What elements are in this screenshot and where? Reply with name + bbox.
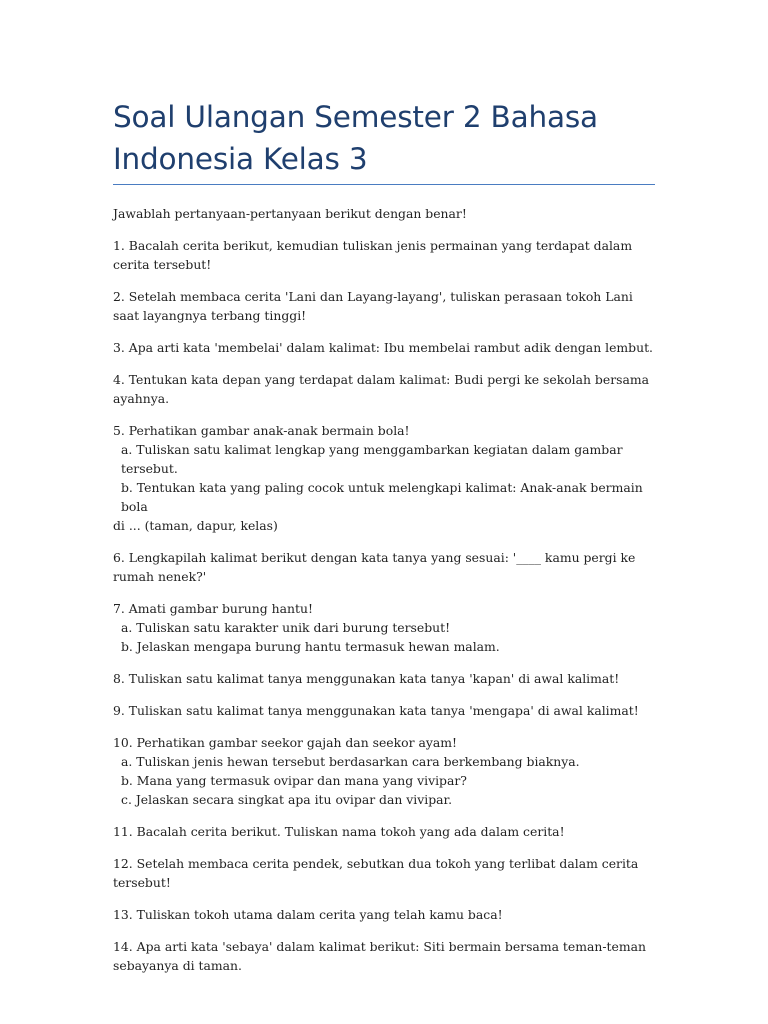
question-3: 3. Apa arti kata 'membelai' dalam kalimat: Ibu membelai rambut adik dengan lembut. [113, 340, 653, 355]
question-7-text: 7. Amati gambar burung hantu! [113, 601, 313, 616]
question-10-text: 10. Perhatikan gambar seekor gajah dan seekor ayam! [113, 735, 457, 750]
question-10-sub-c: c. Jelaskan secara singkat apa itu ovipar dan vivipar. [121, 792, 453, 807]
question-7-sub-a: a. Tuliskan satu karakter unik dari burung tersebut! [121, 620, 451, 635]
question-14: 14. Apa arti kata 'sebaya' dalam kalimat berikut: Siti bermain bersama teman-teman sebayanya di taman. [113, 939, 646, 973]
question-2: 2. Setelah membaca cerita 'Lani dan Layang-layang', tuliskan perasaan tokoh Lani saat layangnya terbang tinggi! [113, 289, 633, 323]
title-line-1: Soal Ulangan Semester 2 Bahasa [113, 100, 598, 134]
question-5 [113, 421, 655, 535]
question-7-sub-b: b. Jelaskan mengapa burung hantu termasuk hewan malam. [121, 639, 500, 654]
title-divider [113, 184, 655, 185]
question-7 [113, 599, 655, 656]
question-13: 13. Tuliskan tokoh utama dalam cerita yang telah kamu baca! [113, 907, 503, 922]
document-page [113, 96, 655, 988]
question-5-text: 5. Perhatikan gambar anak-anak bermain bola! [113, 423, 410, 438]
question-5-sub-a: a. Tuliskan satu kalimat lengkap yang menggambarkan kegiatan dalam gambar tersebut. [121, 442, 623, 476]
question-10 [113, 733, 655, 809]
instruction-text: Jawablah pertanyaan-pertanyaan berikut dengan benar! [113, 206, 467, 221]
question-12: 12. Setelah membaca cerita pendek, sebutkan dua tokoh yang terlibat dalam cerita tersebut! [113, 856, 639, 890]
page-title [113, 96, 655, 180]
question-11: 11. Bacalah cerita berikut. Tuliskan nama tokoh yang ada dalam cerita! [113, 824, 565, 839]
question-10-sub-a: a. Tuliskan jenis hewan tersebut berdasarkan cara berkembang biaknya. [121, 754, 580, 769]
question-4: 4. Tentukan kata depan yang terdapat dalam kalimat: Budi pergi ke sekolah bersama ayahnya. [113, 372, 650, 406]
question-1: 1. Bacalah cerita berikut, kemudian tuliskan jenis permainan yang terdapat dalam cerita tersebut! [113, 238, 633, 272]
question-9: 9. Tuliskan satu kalimat tanya menggunakan kata tanya 'mengapa' di awal kalimat! [113, 703, 639, 718]
question-5-sub-b: b. Tentukan kata yang paling cocok untuk melengkapi kalimat: Anak-anak bermain bola [121, 480, 643, 514]
question-8: 8. Tuliskan satu kalimat tanya menggunakan kata tanya 'kapan' di awal kalimat! [113, 671, 620, 686]
title-line-2: Indonesia Kelas 3 [113, 142, 368, 176]
question-5-continuation: di ... (taman, dapur, kelas) [113, 518, 278, 533]
document-body [113, 204, 655, 975]
question-10-sub-b: b. Mana yang termasuk ovipar dan mana yang vivipar? [121, 773, 467, 788]
question-6: 6. Lengkapilah kalimat berikut dengan kata tanya yang sesuai: '____ kamu pergi ke rumah nenek?' [113, 550, 636, 584]
